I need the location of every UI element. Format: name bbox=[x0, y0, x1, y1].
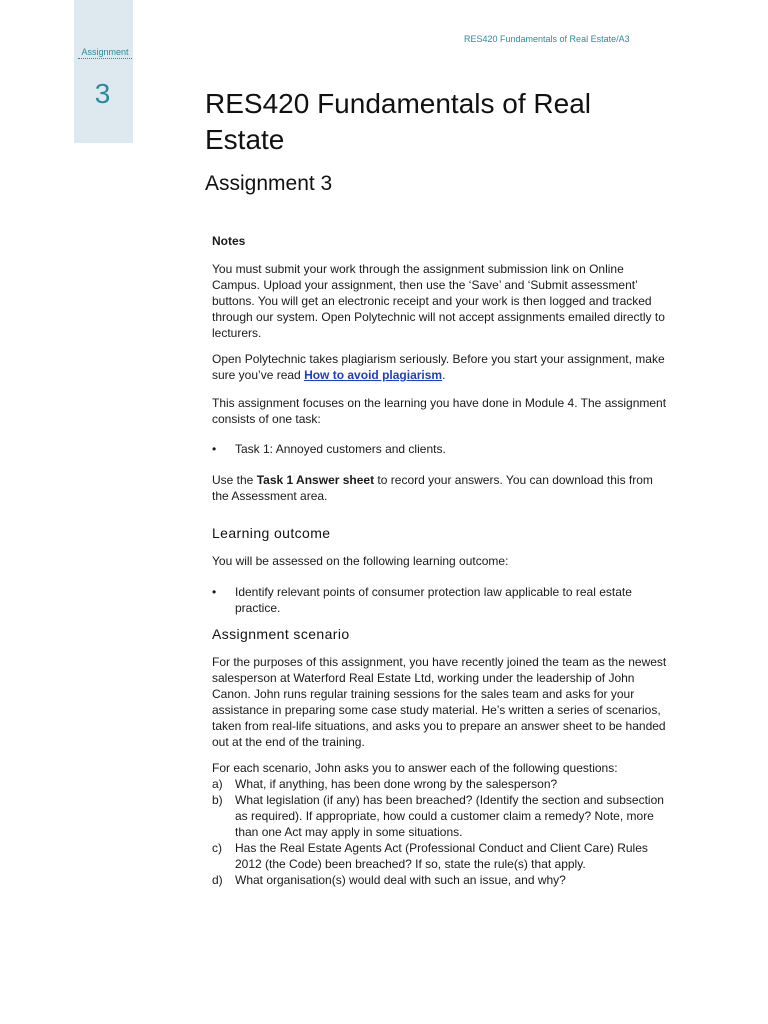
list-item bbox=[212, 840, 672, 872]
side-tab-number: 3 bbox=[94, 78, 111, 109]
document-body bbox=[212, 233, 672, 888]
notes-paragraph-answer-sheet bbox=[212, 472, 672, 504]
list-item bbox=[212, 441, 672, 457]
question-text: What, if anything, has been done wrong by the salesperson? bbox=[235, 777, 558, 791]
list-item bbox=[212, 584, 672, 616]
question-text: What legislation (if any) has been breached? (Identify the section and subsection as required). If appropriate, how could a customer claim a remedy? Note, more than one Act may apply in some situations. bbox=[235, 793, 664, 839]
notes-paragraph-submission: You must submit your work through the assignment submission link on Online Campus. Upload your assignment, then use the ‘Save’ and ‘Submit assessment’ buttons. You will get an electronic receipt and your work is then logged and tracked through our system. Open Polytechnic will not accept assignments emailed directly to lecturers. bbox=[212, 262, 665, 340]
answer-sheet-name: Task 1 Answer sheet bbox=[256, 473, 375, 487]
list-item bbox=[212, 776, 672, 792]
learning-outcome-heading: Learning outcome bbox=[212, 525, 331, 541]
question-text: Has the Real Estate Agents Act (Professional Conduct and Client Care) Rules 2012 (the Code) been breached? If so, state the rule(s) that apply. bbox=[235, 841, 648, 871]
plagiarism-text-end: . bbox=[442, 368, 446, 382]
list-item bbox=[212, 792, 672, 840]
scenario-questions-list bbox=[212, 776, 672, 888]
document-title: RES420 Fundamentals of Real Estate bbox=[205, 88, 591, 155]
running-header: RES420 Fundamentals of Real Estate/A3 bbox=[464, 34, 630, 44]
plagiarism-link[interactable]: How to avoid plagiarism bbox=[304, 368, 443, 382]
list-marker: a) bbox=[212, 777, 223, 791]
answer-sheet-text: Use the bbox=[212, 473, 257, 487]
title-block bbox=[205, 86, 675, 196]
bullet-icon: • bbox=[212, 442, 217, 456]
notes-paragraph-plagiarism bbox=[212, 351, 672, 383]
answer-sheet-text-end: to record your answers. You can download this from the Assessment area. bbox=[212, 473, 653, 503]
bullet-icon: • bbox=[212, 585, 217, 599]
scenario-questions-intro: For each scenario, John asks you to answer each of the following questions: bbox=[212, 761, 618, 775]
list-marker: d) bbox=[212, 873, 223, 887]
scenario-paragraph: For the purposes of this assignment, you have recently joined the team as the newest salesperson at Waterford Real Estate Ltd, working under the leadership of John Canon. John runs regular training sessions for the sales team and asks for your assistance in preparing some case study material. He’s written a series of scenarios, taken from real-life situations, and asks you to prepare an answer sheet to be handed out at the end of the training. bbox=[212, 655, 667, 749]
notes-heading: Notes bbox=[212, 234, 246, 248]
document-subtitle: Assignment 3 bbox=[205, 172, 333, 195]
learning-outcome-bullet-text: Identify relevant points of consumer protection law applicable to real estate practice. bbox=[235, 585, 632, 615]
list-item bbox=[212, 872, 672, 888]
learning-outcome-intro: You will be assessed on the following learning outcome: bbox=[212, 554, 509, 568]
plagiarism-text: Open Polytechnic takes plagiarism seriously. Before you start your assignment, make sure you’ve read bbox=[212, 352, 665, 382]
list-marker: c) bbox=[212, 841, 222, 855]
notes-paragraph-focus: This assignment focuses on the learning you have done in Module 4. The assignment consists of one task: bbox=[212, 396, 667, 426]
assignment-side-tab bbox=[74, 0, 133, 143]
question-text: What organisation(s) would deal with such an issue, and why? bbox=[235, 873, 566, 887]
scenario-heading: Assignment scenario bbox=[212, 626, 350, 642]
list-marker: b) bbox=[212, 793, 223, 807]
side-tab-label: Assignment bbox=[78, 47, 132, 59]
task-bullet-text: Task 1: Annoyed customers and clients. bbox=[235, 442, 446, 456]
